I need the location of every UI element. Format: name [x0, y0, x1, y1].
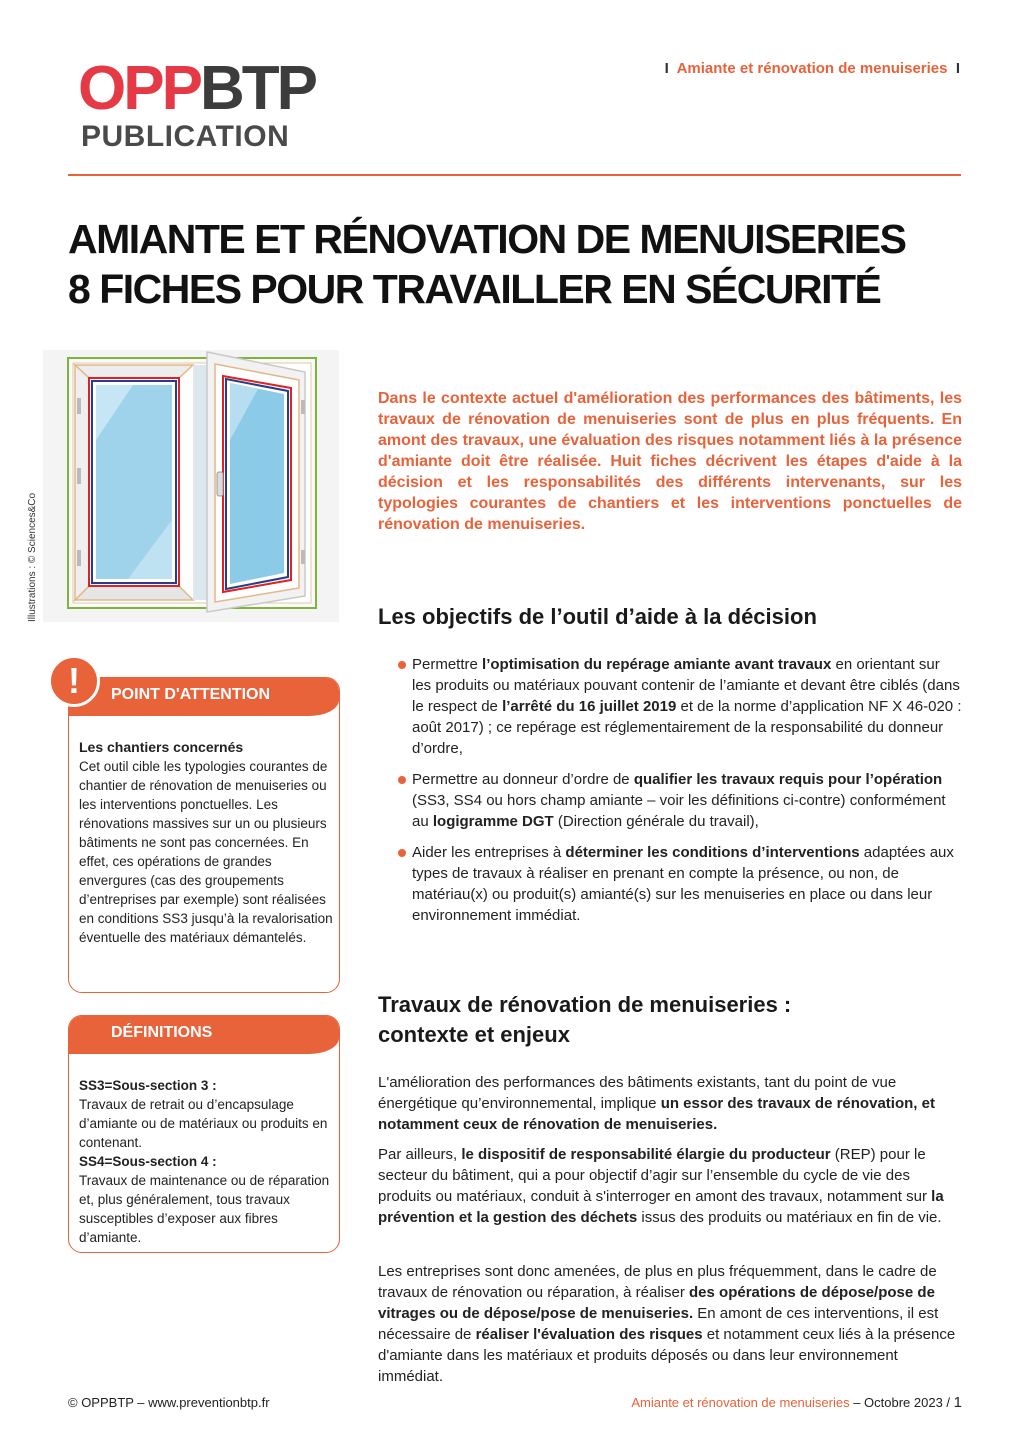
text-run: et notamment ceux liés à la présence d'amiante dans les matériaux et produits déposés ou dans leur environnement immédiat. [378, 1326, 956, 1385]
bold-run: le dispositif de responsabilité élargie du producteur [461, 1146, 831, 1163]
context-paragraph-3 [378, 1261, 962, 1387]
footer-doc-title: Amiante et rénovation de menuiseries [631, 1395, 850, 1410]
definition-text-ss4: Travaux de maintenance ou de réparation et, plus généralement, tous travaux susceptibles d’exposer aux fibres d’amiante. [79, 1173, 330, 1245]
window-drawing [43, 350, 339, 622]
attention-text: Cet outil cible les typologies courantes de chantier de rénovation de menuiseries ou les interventions ponctuelles. Les rénovations massives sur un ou plusieurs bâtiments ne sont pas concernées. En effet, ces opérations de grandes envergures (cas des groupements d’entreprises par exemple) sont réalisées en conditions SS3 jusqu’à la revalorisation éventuelle des matériaux démantelés. [79, 759, 333, 945]
text-run: Permettre [412, 656, 483, 673]
list-item [396, 654, 962, 759]
bold-run: réaliser l'évaluation des risques [475, 1326, 703, 1343]
text-run: (SS3, SS4 ou hors champ amiante – voir les définitions ci-contre) conformément au [412, 792, 946, 830]
logo-publication: PUBLICATION [81, 120, 290, 153]
bold-run: l’arrêté du 16 juillet 2019 [502, 698, 677, 715]
intro-paragraph: Dans le contexte actuel d'amélioration des performances des bâtiments, les travaux de rénovation de menuiseries sont de plus en plus fréquents. En amont des travaux, une évaluation des risques notamment liés à la présence d'amiante doit être réalisée. Huit fiches décrivent les étapes d'aide à la décision et les responsabilités des différents intervenants, sur les typologies courantes de chantiers et les interventions ponctuelles de rénovation de menuiseries. [378, 390, 962, 533]
text-run: En amont de ces interventions, il est nécessaire de [378, 1305, 939, 1343]
illustration-credit: Illustrations : © Sciences&Co [27, 492, 38, 622]
header-tag-text: Amiante et rénovation de menuiseries [676, 60, 948, 77]
definition-text-ss3: Travaux de retrait ou d’encapsulage d’amiante ou de matériaux ou produits en contenant. [79, 1097, 328, 1150]
attention-box [68, 677, 340, 993]
text-run: Les entreprises sont donc amenées, de plus en plus fréquemment, dans le cadre de travaux de rénovation ou réparation, à réaliser [378, 1263, 937, 1301]
bold-run: l’optimisation du repérage amiante avant travaux [482, 656, 832, 673]
footer-date: – Octobre 2023 / [849, 1395, 954, 1410]
title-line-1: AMIANTE ET RÉNOVATION DE MENUISERIES [68, 216, 906, 262]
section-heading-context [378, 990, 938, 1050]
window-illustration [43, 350, 339, 622]
list-item [396, 769, 962, 832]
header-tag [665, 60, 960, 77]
heading-line-1: Travaux de rénovation de menuiseries : [378, 992, 792, 1017]
bold-run: logigramme DGT [432, 813, 554, 830]
footer-doc-info [631, 1394, 962, 1411]
section-heading-objectives: Les objectifs de l’outil d’aide à la décision [378, 604, 817, 629]
heading-line-2: contexte et enjeux [378, 1022, 570, 1047]
page-title [68, 214, 968, 314]
list-item [396, 842, 962, 926]
context-paragraph-1 [378, 1072, 962, 1135]
text-run: (REP) pour le secteur du bâtiment, qui a pour objectif d’agir sur l’ensemble du cycle de vie des produits ou matériaux, conduit à s'interroger en amont des travaux, notamment sur [378, 1146, 932, 1205]
text-run: Permettre au donneur d’ordre de [412, 771, 634, 788]
text-run: issus des produits ou matériaux en fin de vie. [637, 1209, 942, 1226]
bold-run: un essor des travaux de rénovation, et notamment ceux de rénovation de menuiseries. [378, 1095, 935, 1133]
logo-opp: OPP [78, 54, 200, 123]
bullet-icon [398, 776, 406, 784]
definition-term-ss3: SS3=Sous-section 3 : [79, 1078, 217, 1093]
definitions-box [68, 1015, 340, 1253]
definitions-body [79, 1076, 334, 1247]
attention-header: POINT D'ATTENTION [69, 678, 339, 716]
objectives-list [396, 654, 962, 936]
text-run: Aider les entreprises à [412, 844, 566, 861]
header-bar-left: I [664, 60, 669, 77]
logo-btp: BTP [199, 54, 315, 123]
text-run: (Direction générale du travail), [553, 813, 759, 830]
bold-run: la prévention et la gestion des déchets [378, 1188, 944, 1226]
bold-run: qualifier les travaux requis pour l’opération [633, 771, 943, 788]
header-divider [68, 174, 961, 176]
page-number: 1 [953, 1394, 962, 1411]
bullet-icon [398, 849, 406, 857]
title-line-2: 8 FICHES POUR TRAVAILLER EN SÉCURITÉ [68, 266, 881, 312]
attention-title: Les chantiers concernés [79, 739, 244, 755]
context-paragraph-2 [378, 1144, 962, 1228]
definition-term-ss4: SS4=Sous-section 4 : [79, 1154, 217, 1169]
bold-run: des opérations de dépose/pose de vitrages ou de dépose/pose de menuiseries. [378, 1284, 935, 1322]
text-run: en orientant sur les produits ou matériaux pouvant contenir de l’amiante et devant être ciblés (dans le respect de [412, 656, 960, 715]
text-run: et de la norme d’application NF X 46-020 : août 2017) ; ce repérage est réglementairement de la responsabilité du donneur d’ordre, [412, 698, 962, 757]
definitions-header: DÉFINITIONS [69, 1016, 339, 1054]
oppbtp-logo [78, 54, 315, 154]
footer-copyright: © OPPBTP – www.preventionbtp.fr [68, 1395, 270, 1410]
logo-wordmark [78, 54, 315, 123]
exclamation-icon: ! [48, 655, 100, 707]
attention-body [79, 738, 334, 947]
bold-run: déterminer les conditions d’interventions [565, 844, 860, 861]
text-run: L'amélioration des performances des bâtiments existants, tant du point de vue énergétique qu’environnemental, implique [378, 1074, 897, 1112]
text-run: adaptées aux types de travaux à réaliser en prenant en compte la présence, ou non, de matériau(x) ou produit(s) amianté(s) sur les menuiseries en place ou dans leur environnement immédiat. [412, 844, 954, 924]
bullet-icon [398, 661, 406, 669]
text-run: Par ailleurs, [378, 1146, 462, 1163]
header-bar-right: I [955, 60, 960, 77]
